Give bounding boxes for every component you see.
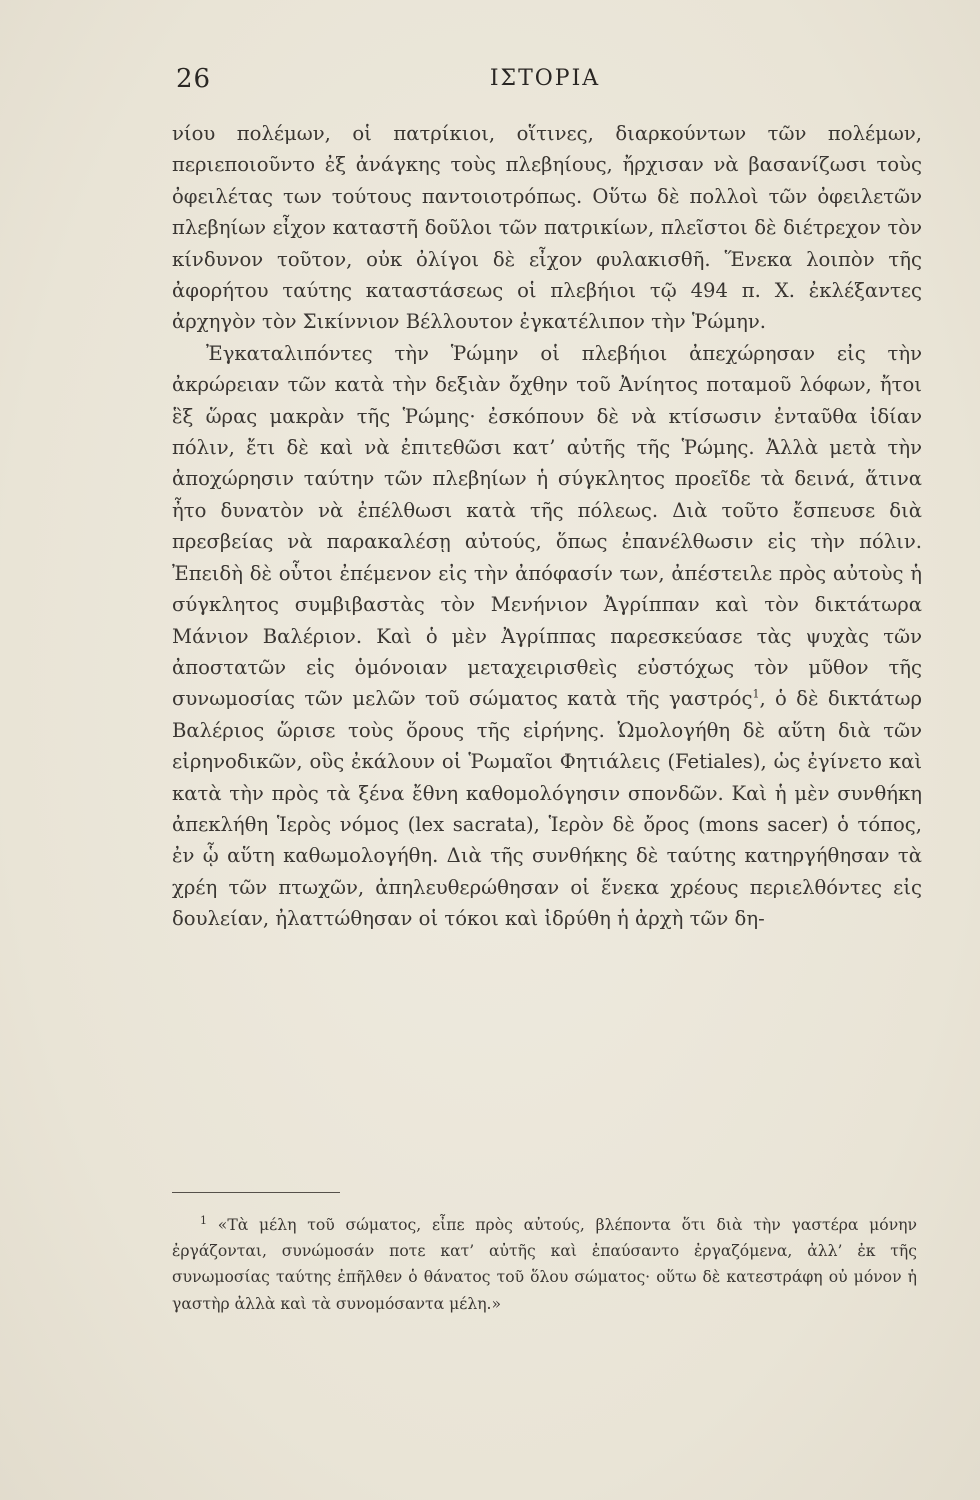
page-number: 26 (176, 64, 212, 94)
footnote (172, 1212, 917, 1317)
running-head (170, 64, 920, 104)
footnote-text: «Τὰ μέλη τοῦ σώματος, εἶπε πρὸς αὐτούς, βλέποντα ὅτι διὰ τὴν γαστέρα μόνην ἐργάζονται, συνώμοσάν ποτε κατ’ αὐτῆς καὶ ἐπαύσαντο ἐργαζόμενα, ἀλλ’ ἐκ τῆς συνωμοσίας ταύτης ἐπῆλθεν ὁ θάνατος τοῦ ὅλου σώματος· οὕτω δὲ κατεστράφη οὐ μόνον ἡ γαστὴρ ἀλλὰ καὶ τὰ συνομόσαντα μέλη.» (172, 1216, 917, 1313)
footnote-marker: 1 (200, 1213, 207, 1227)
running-title: ΙΣΤΟΡΙΑ (489, 66, 601, 91)
footnote-rule (172, 1192, 340, 1193)
paragraph-secession: Ἐγκαταλιπόντες τὴν Ῥώμην οἱ πλεβήιοι ἀπεχώρησαν εἰς τὴν ἀκρώρειαν τῶν κατὰ τὴν δεξιὰν ὄχθην τοῦ Ἀνίητος ποταμοῦ λόφων, ἤτοι ἓξ ὥρας μακρὰν τῆς Ῥώμης· ἐσκόπουν δὲ νὰ κτίσωσιν ἐνταῦθα ἰδίαν πόλιν, ἔτι δὲ καὶ νὰ ἐπιτεθῶσι κατ’ αὐτῆς τῆς Ῥώμης. Ἀλλὰ μετὰ τὴν ἀποχώρησιν ταύτην τῶν πλεβηίων ἡ σύγκλητος προεῖδε τὰ δεινά, ἅτινα ἦτο δυνατὸν νὰ ἐπέλθωσι κατὰ τῆς πόλεως. Διὰ τοῦτο ἔσπευσε διὰ πρεσβείας νὰ παρακαλέσῃ αὐτούς, ὅπως ἐπανέλθωσιν εἰς τὴν πόλιν. Ἐπειδὴ δὲ οὗτοι ἐπέμενον εἰς τὴν ἀπόφασίν των, ἀπέστειλε πρὸς αὐτοὺς ἡ σύγκλητος συμβιβαστὰς τὸν Μενήνιον Ἀγρίππαν καὶ τὸν δικτάτωρα Μάνιον Βαλέριον. Καὶ ὁ μὲν Ἀγρίππας παρεσκεύασε τὰς ψυχὰς τῶν ἀποστατῶν εἰς ὁμόνοιαν μεταχειρισθεὶς εὐστόχως τὸν μῦθον τῆς συνωμοσίας τῶν μελῶν τοῦ σώματος κατὰ τῆς γαστρός$^1$, ὁ δὲ δικτάτωρ Βαλέριος ὥρισε τοὺς ὅρους τῆς εἰρήνης. Ὡμολογήθη δὲ αὕτη διὰ τῶν εἰρηνοδικῶν, οὓς ἐκάλουν οἱ Ῥωμαῖοι Φητιάλεις (Fetiales), ὡς ἐγίνετο καὶ κατὰ τὴν πρὸς τὰ ξένα ἔθνη καθομολόγησιν σπονδῶν. Καὶ ἡ μὲν συνθήκη ἀπεκλήθη Ἱερὸς νόμος (lex sacrata), Ἱερὸν δὲ ὄρος (mons sacer) ὁ τόπος, ἐν ᾧ αὕτη καθωμολογήθη. Διὰ τῆς συνθήκης δὲ ταύτης κατηργήθησαν τὰ χρέη τῶν πτωχῶν, ἀπηλευθερώθησαν οἱ ἕνεκα χρέους περιελθόντες εἰς δουλείαν, ἠλαττώθησαν οἱ τόκοι καὶ ἱδρύθη ἡ ἀρχὴ τῶν δη- (172, 341, 922, 931)
paragraph-secession-text: Ἐγκαταλιπόντες τὴν Ῥώμην οἱ πλεβήιοι ἀπεχώρησαν εἰς τὴν ἀκρώρειαν τῶν κατὰ τὴν δεξιὰν ὄχθην τοῦ Ἀνίητος ποταμοῦ λόφων, ἤτοι ἓξ ὥρας μακρὰν τῆς Ῥώμης· ἐσκόπουν δὲ νὰ κτίσωσιν ἐνταῦθα ἰδίαν πόλιν, ἔτι δὲ καὶ νὰ ἐπιτεθῶσι κατ’ αὐτῆς τῆς Ῥώμης. Ἀλλὰ μετὰ τὴν ἀποχώρησιν ταύτην τῶν πλεβηίων ἡ σύγκλητος προεῖδε τὰ δεινά, ἅτινα ἦτο δυνατὸν νὰ ἐπέλθωσι κατὰ τῆς πόλεως. Διὰ τοῦτο ἔσπευσε διὰ πρεσβείας νὰ παρακαλέσῃ αὐτούς, ὅπως ἐπανέλθωσιν εἰς τὴν πόλιν. Ἐπειδὴ δὲ οὗτοι ἐπέμενον εἰς τὴν ἀπόφασίν των, ἀπέστειλε πρὸς αὐτοὺς ἡ σύγκλητος συμβιβαστὰς τὸν Μενήνιον Ἀγρίππαν καὶ τὸν δικτάτωρα Μάνιον Βαλέριον. Καὶ ὁ μὲν Ἀγρίππας παρεσκεύασε τὰς ψυχὰς τῶν ἀποστατῶν εἰς ὁμόνοιαν μεταχειρισθεὶς εὐστόχως τὸν μῦθον τῆς συνωμοσίας τῶν μελῶν τοῦ σώματος κατὰ τῆς γαστρός (172, 341, 922, 711)
body-text (172, 118, 922, 935)
footnote-reference: 1 (752, 687, 760, 701)
paragraph-continued: νίου πολέμων, οἱ πατρίκιοι, οἵτινες, διαρκούντων τῶν πολέμων, περιεποιοῦντο ἐξ ἀνάγκης τοὺς πλεβηίους, ἤρχισαν νὰ βασανίζωσι τοὺς ὀφειλέτας των τούτους παντοιοτρόπως. Οὕτω δὲ πολλοὶ τῶν ὀφειλετῶν πλεβηίων εἶχον καταστῆ δοῦλοι τῶν πατρικίων, πλεῖστοι δὲ διέτρεχον τὸν κίνδυνον τοῦτον, οὐκ ὀλίγοι δὲ εἶχον φυλακισθῆ. Ἕνεκα λοιπὸν τῆς ἀφορήτου ταύτης καταστάσεως οἱ πλεβήιοι τῷ 494 π. Χ. ἐκλέξαντες ἀρχηγὸν τὸν Σικίννιον Βέλλουτον ἐγκατέλιπον τὴν Ῥώμην. (172, 122, 922, 334)
paragraph-secession-text-end: ὁ δὲ δικτάτωρ Βαλέριος ὥρισε τοὺς ὅρους τῆς εἰρήνης. Ὡμολογήθη δὲ αὕτη διὰ τῶν εἰρηνοδικῶν, οὓς ἐκάλουν οἱ Ῥωμαῖοι Φητιάλεις (Fetiales), ὡς ἐγίνετο καὶ κατὰ τὴν πρὸς τὰ ξένα ἔθνη καθομολόγησιν σπονδῶν. Καὶ ἡ μὲν συνθήκη ἀπεκλήθη Ἱερὸς νόμος (lex sacrata), Ἱερὸν δὲ ὄρος (mons sacer) ὁ τόπος, ἐν ᾧ αὕτη καθωμολογήθη. Διὰ τῆς συνθήκης δὲ ταύτης κατηργήθησαν τὰ χρέη τῶν πτωχῶν, ἀπηλευθερώθησαν οἱ ἕνεκα χρέους περιελθόντες εἰς δουλείαν, ἠλαττώθησαν οἱ τόκοι καὶ ἱδρύθη ἡ ἀρχὴ τῶν δη- (172, 687, 922, 931)
